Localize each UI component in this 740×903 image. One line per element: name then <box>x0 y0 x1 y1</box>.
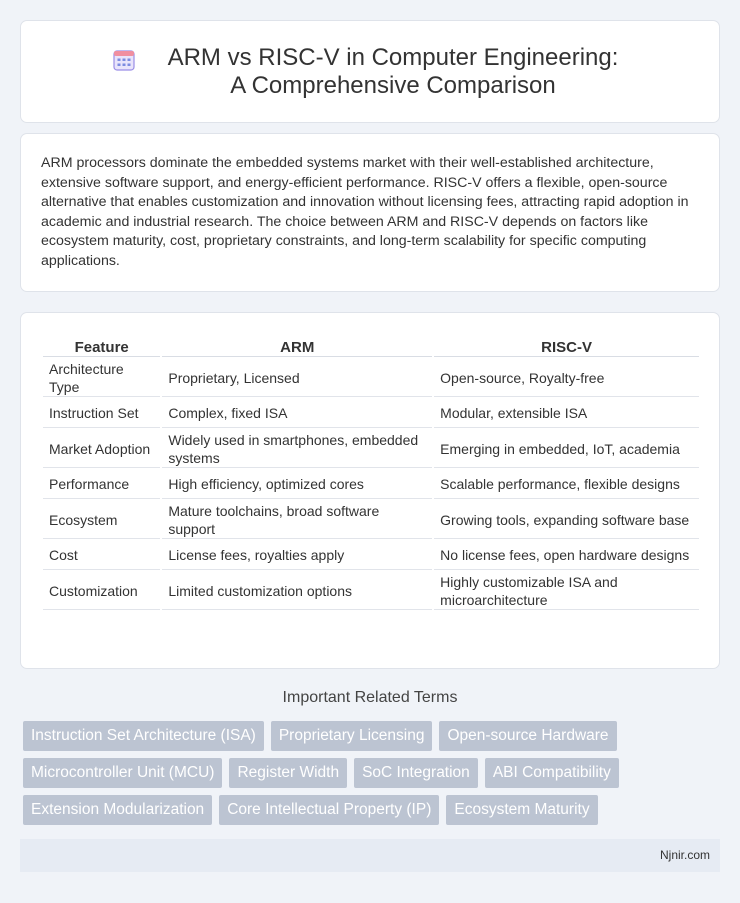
table-row <box>43 541 699 570</box>
header-arm: ARM <box>162 335 432 357</box>
tag-row <box>23 721 723 751</box>
arm-cell: High efficiency, optimized cores <box>162 470 432 499</box>
feature-cell: Instruction Set <box>43 399 160 428</box>
riscv-cell: Highly customizable ISA and microarchitecture <box>434 572 699 610</box>
feature-cell: Performance <box>43 470 160 499</box>
table-row <box>43 430 699 468</box>
riscv-cell: Scalable performance, flexible designs <box>434 470 699 499</box>
comparison-table <box>41 333 701 612</box>
tag-soc-integration[interactable]: SoC Integration <box>354 758 478 788</box>
riscv-cell: Open-source, Royalty-free <box>434 359 699 397</box>
related-terms <box>23 721 723 832</box>
table-header-row <box>43 335 699 357</box>
table-row <box>43 399 699 428</box>
comparison-table-card <box>20 312 720 669</box>
tag-ecosystem-maturity[interactable]: Ecosystem Maturity <box>446 795 597 825</box>
header-riscv: RISC-V <box>434 335 699 357</box>
riscv-cell: Emerging in embedded, IoT, academia <box>434 430 699 468</box>
table-row <box>43 470 699 499</box>
page-title: ARM vs RISC-V in Computer Engineering: A Comprehensive Comparison <box>167 43 619 99</box>
riscv-cell: Modular, extensible ISA <box>434 399 699 428</box>
tag-row <box>23 758 723 788</box>
summary-card <box>20 133 720 292</box>
arm-cell: Limited customization options <box>162 572 432 610</box>
calendar-grid-icon <box>112 48 136 72</box>
related-terms-heading: Important Related Terms <box>282 689 458 706</box>
table-row <box>43 359 699 397</box>
footer <box>20 839 720 872</box>
tag-extension-modularization[interactable]: Extension Modularization <box>23 795 212 825</box>
tag-open-source-hardware[interactable]: Open-source Hardware <box>439 721 616 751</box>
feature-cell: Architecture Type <box>43 359 160 397</box>
arm-cell: Mature toolchains, broad software support <box>162 501 432 539</box>
header-feature: Feature <box>43 335 160 357</box>
arm-cell: Complex, fixed ISA <box>162 399 432 428</box>
riscv-cell: Growing tools, expanding software base <box>434 501 699 539</box>
feature-cell: Customization <box>43 572 160 610</box>
arm-cell: License fees, royalties apply <box>162 541 432 570</box>
tag-mcu[interactable]: Microcontroller Unit (MCU) <box>23 758 222 788</box>
tag-proprietary-licensing[interactable]: Proprietary Licensing <box>271 721 433 751</box>
table-row <box>43 572 699 610</box>
title-wrap <box>112 44 628 100</box>
summary-text: ARM processors dominate the embedded systems market with their well-established architecture, extensive software support, and energy-efficient performance. RISC-V offers a flexible, open-source alternative that enables customization and innovation without licensing fees, attracting rapid adoption in academic and industrial research. The choice between ARM and RISC-V depends on factors like ecosystem maturity, cost, proprietary constraints, and long-term scalability for specific computing applications. <box>41 155 689 269</box>
feature-cell: Ecosystem <box>43 501 160 539</box>
tag-isa[interactable]: Instruction Set Architecture (ISA) <box>23 721 264 751</box>
arm-cell: Widely used in smartphones, embedded systems <box>162 430 432 468</box>
feature-cell: Cost <box>43 541 160 570</box>
table-row <box>43 501 699 539</box>
tag-row <box>23 795 723 825</box>
title-card <box>20 20 720 123</box>
tag-core-ip[interactable]: Core Intellectual Property (IP) <box>219 795 439 825</box>
feature-cell: Market Adoption <box>43 430 160 468</box>
footer-brand[interactable]: Njnir.com <box>659 848 710 862</box>
arm-cell: Proprietary, Licensed <box>162 359 432 397</box>
riscv-cell: No license fees, open hardware designs <box>434 541 699 570</box>
tag-register-width[interactable]: Register Width <box>229 758 347 788</box>
tag-abi-compatibility[interactable]: ABI Compatibility <box>485 758 619 788</box>
